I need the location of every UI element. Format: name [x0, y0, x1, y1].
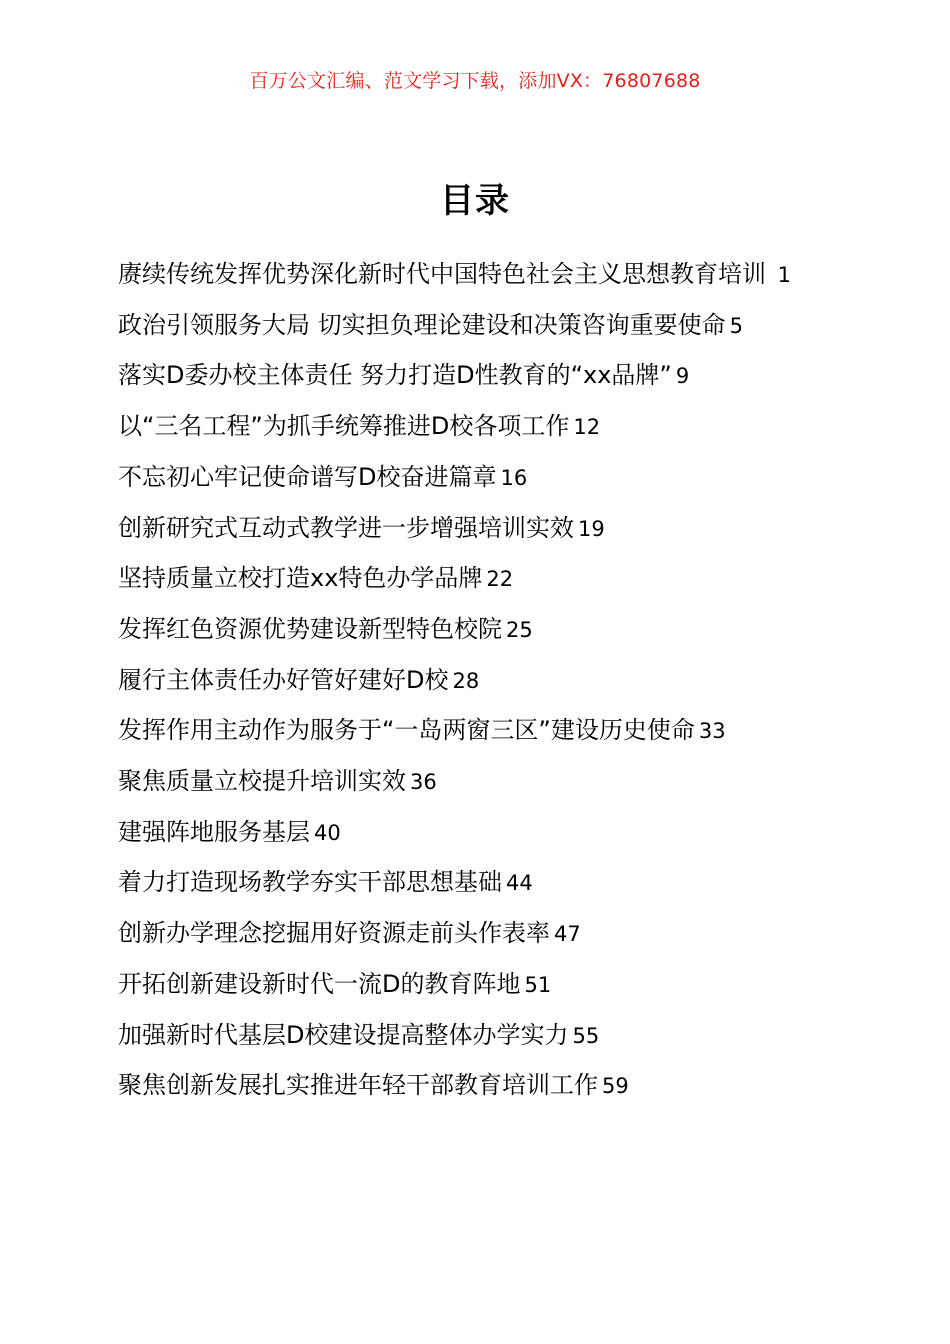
toc-item-page: 9 — [675, 364, 690, 389]
toc-item-title: 赓续传统发挥优势深化新时代中国特色社会主义思想教育培训 — [118, 260, 766, 288]
toc-item — [118, 453, 838, 504]
toc-item-page: 44 — [506, 871, 533, 896]
toc-item — [118, 808, 838, 859]
toc-item — [118, 504, 838, 555]
toc-item-page: 16 — [500, 465, 528, 490]
toc-item — [118, 909, 838, 960]
toc-item-page: 28 — [452, 668, 480, 693]
toc-item-page: 19 — [578, 516, 605, 541]
toc-item — [118, 858, 838, 909]
table-of-contents — [118, 250, 838, 1112]
toc-item-title: 政治引领服务大局 切实担负理论建设和决策咨询重要使命 — [118, 310, 726, 339]
toc-item-title: 着力打造现场教学夯实干部思想基础 — [118, 868, 502, 897]
header-note: 百万公文汇编、范文学习下载，添加VX：76807688 — [249, 70, 701, 92]
toc-item-page: 25 — [506, 617, 533, 642]
toc-item-page: 33 — [698, 719, 726, 744]
toc-item — [118, 250, 838, 301]
toc-item-page: 40 — [314, 820, 341, 845]
toc-item — [118, 706, 838, 757]
toc-item — [118, 605, 838, 656]
toc-item-title: 发挥作用主动作为服务于“一岛两窗三区”建设历史使命 — [118, 716, 695, 745]
toc-item-title: 聚焦质量立校提升培训实效 — [118, 767, 406, 796]
toc-item — [118, 960, 838, 1011]
toc-item — [118, 656, 838, 707]
toc-item-title: 履行主体责任办好管好建好D校 — [118, 665, 449, 694]
toc-item-title: 坚持质量立校打造xx特色办学品牌 — [118, 564, 483, 593]
toc-item-title: 落实D委办校主体责任 努力打造D性教育的“xx品牌” — [118, 361, 672, 390]
toc-item-title: 不忘初心牢记使命谱写D校奋进篇章 — [118, 462, 497, 491]
toc-item — [118, 757, 838, 808]
toc-item — [118, 1061, 838, 1112]
toc-item — [118, 301, 838, 352]
toc-item-title: 聚焦创新发展扎实推进年轻干部教育培训工作 — [118, 1071, 598, 1100]
toc-item-page: 59 — [602, 1074, 629, 1099]
toc-item — [118, 1011, 838, 1062]
toc-item-title: 创新研究式互动式教学进一步增强培训实效 — [118, 513, 574, 542]
toc-item-title: 建强阵地服务基层 — [118, 817, 310, 846]
toc-item-page: 36 — [410, 770, 437, 795]
toc-item-title: 以“三名工程”为抓手统筹推进D校各项工作 — [118, 412, 570, 441]
toc-item-page: 1 — [777, 263, 792, 287]
toc-item-title: 开拓创新建设新时代一流D的教育阵地 — [118, 969, 521, 998]
toc-item-title: 发挥红色资源优势建设新型特色校院 — [118, 614, 502, 643]
toc-item-page: 22 — [486, 567, 514, 592]
toc-item-page: 55 — [572, 1023, 600, 1048]
page-title: 目录 — [440, 181, 510, 221]
toc-item-page: 47 — [554, 922, 581, 947]
toc-item — [118, 351, 838, 402]
toc-item — [118, 554, 838, 605]
toc-item-page: 5 — [729, 313, 744, 338]
toc-item-page: 51 — [524, 972, 552, 997]
toc-item-title: 创新办学理念挖掘用好资源走前头作表率 — [118, 919, 550, 948]
toc-item — [118, 402, 838, 453]
toc-item-page: 12 — [573, 415, 601, 440]
toc-item-title: 加强新时代基层D校建设提高整体办学实力 — [118, 1020, 569, 1049]
